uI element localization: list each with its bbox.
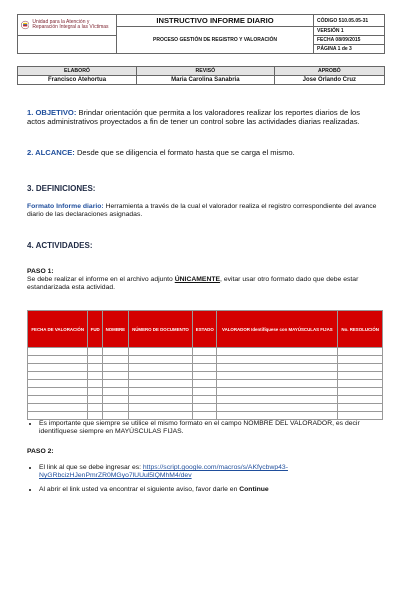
table-cell	[28, 348, 88, 356]
objetivo-text: Brindar orientación que permita a los valoradores realizar los reportes diarios de los actos administrativos proyectados a fin de tener un control sobre las actividades diarias realizadas.	[27, 108, 361, 126]
continue-instruction: Al abrir el link usted va encontrar el siguiente aviso, favor darle en	[39, 486, 240, 493]
table-row	[28, 348, 383, 356]
table-cell	[103, 388, 129, 396]
definiciones-heading: 3. DEFINICIONES:	[27, 184, 96, 193]
table-row	[28, 412, 383, 420]
definicion-text: Herramienta a través de la cual el valorador realiza el registro correspondiente del avance diario de las declaraciones asignadas.	[27, 203, 377, 218]
paso1-label: PASO 1:	[27, 268, 54, 275]
paso1-text-a: Se debe realizar el informe en el archivo adjunto	[27, 276, 175, 283]
table-cell	[88, 348, 103, 356]
table-cell	[338, 412, 383, 420]
script-link[interactable]: https://script.google.com/macros/s/AKfycbwp43-NyGRbcizHJenPmrZR0MGyo7lUUul5lQMhM4/dev	[39, 464, 288, 479]
activities-body	[28, 348, 383, 420]
table-cell	[193, 396, 217, 404]
table-cell	[338, 388, 383, 396]
table-cell	[217, 380, 338, 388]
table-row	[28, 396, 383, 404]
table-row	[28, 404, 383, 412]
table-cell	[193, 412, 217, 420]
table-cell	[88, 388, 103, 396]
name-reviso: Maria Carolina Sanabria	[137, 76, 275, 85]
signatures-table	[17, 66, 385, 85]
page-number: PÁGINA 1 de 3	[314, 45, 385, 54]
table-cell	[103, 404, 129, 412]
table-cell	[88, 404, 103, 412]
logo-cell	[18, 15, 117, 36]
logo-spacer	[18, 36, 117, 54]
name-aprobo: Jose Orlando Cruz	[274, 76, 384, 85]
document-version: VERSIÓN 1	[314, 27, 385, 36]
table-row	[28, 356, 383, 364]
table-cell	[128, 404, 193, 412]
table-cell	[217, 404, 338, 412]
table-cell	[128, 412, 193, 420]
table-cell	[28, 372, 88, 380]
table-cell	[338, 372, 383, 380]
document-date: FECHA 08/09/2015	[314, 36, 385, 45]
table-cell	[103, 412, 129, 420]
alcance-label: 2. ALCANCE:	[27, 148, 75, 157]
section-paso1	[27, 268, 379, 292]
table-cell	[217, 372, 338, 380]
column-header: No. RESOLUCIÓN	[338, 311, 383, 348]
continue-word: Continue	[239, 486, 269, 493]
column-header: NOMBRE	[103, 311, 129, 348]
table-cell	[338, 364, 383, 372]
column-header: FUD	[88, 311, 103, 348]
table-cell	[193, 356, 217, 364]
table-cell	[88, 396, 103, 404]
table-cell	[217, 356, 338, 364]
definicion-term: Formato Informe diario:	[27, 203, 104, 210]
name-elaboro: Francisco Atehortua	[18, 76, 137, 85]
table-cell	[338, 380, 383, 388]
paso1-text-c: , evitar usar otro formato dado que debe estar estandarizada esta actividad.	[27, 276, 359, 291]
table-cell	[338, 404, 383, 412]
table-cell	[103, 372, 129, 380]
paso1-text-b: ÚNICAMENTE	[174, 276, 221, 283]
table-cell	[88, 356, 103, 364]
table-cell	[217, 412, 338, 420]
table-cell	[217, 364, 338, 372]
table-cell	[28, 364, 88, 372]
colombia-shield-icon	[21, 18, 29, 32]
process-name: PROCESO GESTIÓN DE REGISTRO Y VALORACIÓN	[117, 27, 314, 54]
table-cell	[28, 356, 88, 364]
table-cell	[103, 348, 129, 356]
table-cell	[28, 404, 88, 412]
table-cell	[28, 396, 88, 404]
table-cell	[193, 364, 217, 372]
table-cell	[128, 364, 193, 372]
table-cell	[28, 412, 88, 420]
actividades-heading: 4. ACTIVIDADES:	[27, 241, 93, 250]
logo-text: Unidad para la Atención y Reparación Integral a las Víctimas	[32, 18, 109, 30]
table-cell	[103, 356, 129, 364]
table-cell	[88, 412, 103, 420]
section-objetivo	[27, 108, 379, 126]
paso2-label	[27, 448, 379, 456]
table-cell	[103, 380, 129, 388]
table-cell	[193, 388, 217, 396]
paso2-label-text: PASO 2:	[27, 448, 54, 455]
table-row	[28, 388, 383, 396]
table-cell	[128, 356, 193, 364]
table-cell	[193, 372, 217, 380]
activities-table	[27, 310, 383, 420]
table-cell	[103, 396, 129, 404]
table-cell	[128, 380, 193, 388]
list-item: • Es importante que siempre se utilice el mismo formato en el campo NOMBRE DEL VALORADOR, es decir identifíquese siempre en MAYÚSCULAS FIJAS.	[39, 420, 379, 436]
table-row	[28, 380, 383, 388]
table-cell	[338, 396, 383, 404]
activities-header-row	[28, 311, 383, 348]
table-cell	[128, 388, 193, 396]
link-intro: El link al que se debe ingresar es:	[39, 464, 143, 471]
table-cell	[103, 364, 129, 372]
table-cell	[88, 380, 103, 388]
table-cell	[28, 388, 88, 396]
column-header: NÚMERO DE DOCUMENTO	[128, 311, 193, 348]
table-cell	[338, 356, 383, 364]
table-cell	[193, 404, 217, 412]
table-cell	[193, 380, 217, 388]
document-code: CÓDIGO 510.05.05-31	[314, 15, 385, 27]
section-alcance	[27, 148, 379, 157]
table-cell	[338, 348, 383, 356]
list-item	[39, 464, 379, 480]
table-cell	[88, 364, 103, 372]
document-title: INSTRUCTIVO INFORME DIARIO	[117, 15, 314, 27]
list-item	[39, 486, 379, 494]
label-aprobo: APROBÓ	[274, 67, 384, 76]
unidad-logo	[21, 18, 113, 32]
column-header: FECHA DE VALORACIÓN	[28, 311, 88, 348]
table-cell	[217, 348, 338, 356]
table-cell	[128, 348, 193, 356]
section-notes	[27, 420, 379, 442]
table-cell	[128, 372, 193, 380]
table-cell	[217, 388, 338, 396]
column-header: ESTADO	[193, 311, 217, 348]
document-header	[17, 14, 385, 54]
objetivo-label: 1. OBJETIVO:	[27, 108, 77, 117]
column-header: VALORADOR Identifíquese con MAYÚSCULAS FIJAS	[217, 311, 338, 348]
table-cell	[193, 348, 217, 356]
table-cell	[28, 380, 88, 388]
table-row	[28, 372, 383, 380]
table-cell	[217, 396, 338, 404]
table-row	[28, 364, 383, 372]
section-definiciones	[27, 203, 379, 219]
table-cell	[88, 372, 103, 380]
table-cell	[128, 396, 193, 404]
section-paso2	[27, 464, 379, 500]
alcance-text: Desde que se diligencia el formato hasta que se carga el mismo.	[76, 148, 295, 157]
label-elaboro: ELABORÓ	[18, 67, 137, 76]
label-reviso: REVISÓ	[137, 67, 275, 76]
